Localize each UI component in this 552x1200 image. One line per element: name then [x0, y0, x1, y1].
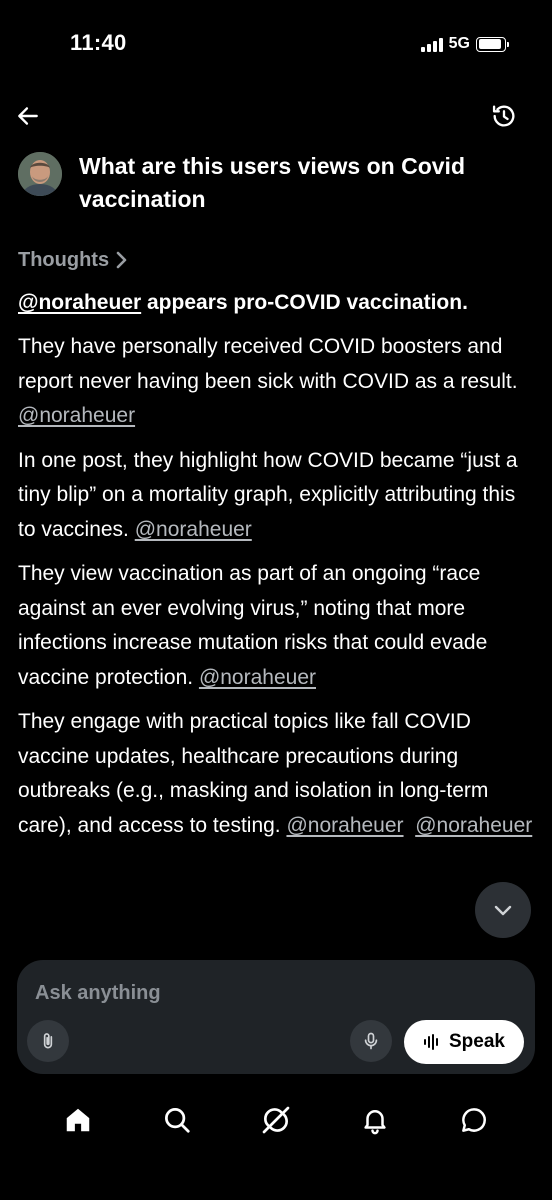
headline-text: appears pro-COVID vaccination. [141, 291, 468, 314]
paragraph-text: They view vaccination as part of an ongoing “race against an ever evolving virus,” noting that more infections increase mutation risks that could evade vaccine protection. [18, 562, 488, 689]
ask-input[interactable] [33, 978, 513, 1008]
messages-icon [459, 1105, 489, 1135]
microphone-icon [361, 1031, 381, 1051]
waveform-icon [423, 1033, 441, 1051]
mention-link[interactable]: @noraheuer [415, 813, 533, 837]
avatar-image [18, 152, 62, 196]
scroll-down-button[interactable] [475, 882, 531, 938]
status-indicators [421, 33, 506, 55]
nav-grok[interactable] [256, 1100, 296, 1140]
speak-button[interactable] [404, 1020, 524, 1064]
speak-label: Speak [449, 1031, 505, 1052]
mention-link[interactable]: @noraheuer [198, 665, 316, 689]
thoughts-label: Thoughts [18, 248, 110, 271]
response-paragraph [18, 705, 534, 843]
nav-search[interactable] [157, 1100, 197, 1140]
cellular-signal-icon [421, 36, 443, 52]
mention-link[interactable]: @noraheuer [134, 517, 252, 541]
search-icon [162, 1105, 192, 1135]
nav-notifications[interactable] [355, 1100, 395, 1140]
response-content [18, 244, 534, 843]
history-icon [490, 102, 518, 130]
response-headline [18, 286, 534, 320]
response-paragraph [18, 444, 534, 548]
response-paragraphs [18, 330, 534, 843]
query-title: What are this users views on Covid vaccination [79, 153, 465, 212]
response-paragraph [18, 557, 534, 695]
paperclip-icon [38, 1031, 58, 1051]
back-button[interactable] [12, 100, 44, 132]
mention-link[interactable]: @noraheuer [18, 291, 142, 314]
network-type: 5G [448, 35, 470, 52]
battery-level [479, 39, 502, 49]
nav-home[interactable] [58, 1100, 98, 1140]
user-avatar [18, 152, 62, 196]
paragraph-text: They engage with practical topics like fall COVID vaccine updates, healthcare precautions during outbreaks (e.g., masking and isolation in long-term care), and access to testing. [18, 710, 489, 837]
paragraph-text: In one post, they highlight how COVID became “just a tiny blip” on a mortality graph, explicitly attributing this to vaccines. [18, 448, 518, 541]
home-icon [63, 1105, 93, 1135]
paragraph-text: They have personally received COVID boosters and report never having been sick with COVID as a result. [18, 335, 518, 393]
status-time: 11:40 [70, 30, 127, 55]
response-paragraph [18, 330, 534, 434]
chevron-down-icon [491, 898, 515, 922]
mention-link[interactable]: @noraheuer [286, 813, 404, 837]
battery-icon [476, 37, 506, 52]
thoughts-toggle[interactable] [18, 244, 534, 276]
chevron-right-icon [115, 251, 129, 269]
notifications-icon [360, 1105, 390, 1135]
bottom-navigation [0, 1090, 552, 1150]
attach-button[interactable] [27, 1020, 69, 1062]
grok-icon [260, 1104, 292, 1136]
mention-link[interactable]: @noraheuer [18, 404, 136, 427]
nav-messages[interactable] [454, 1100, 494, 1140]
arrow-left-icon [15, 103, 41, 129]
composer [17, 960, 535, 1074]
microphone-button[interactable] [350, 1020, 392, 1062]
history-button[interactable] [488, 100, 520, 132]
